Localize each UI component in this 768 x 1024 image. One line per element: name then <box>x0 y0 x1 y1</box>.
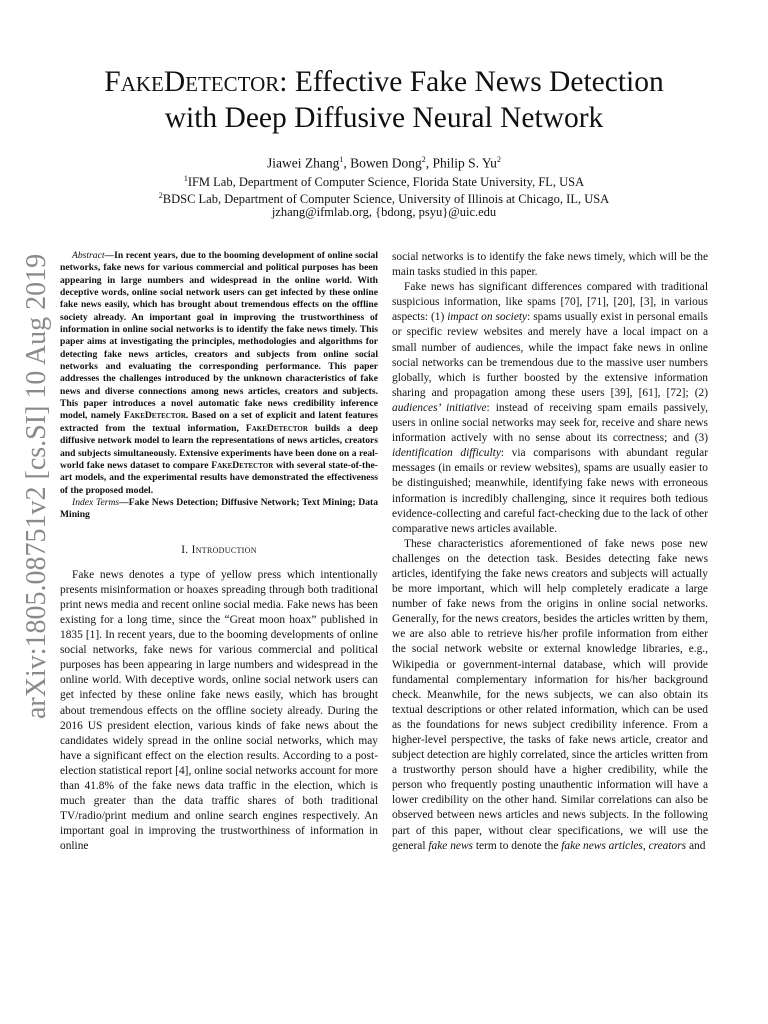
right-column <box>392 250 708 854</box>
emphasis-term: creators <box>648 839 687 852</box>
body-paragraph <box>392 280 708 537</box>
title-second-line: with Deep Diffusive Neural Network <box>164 102 604 134</box>
paragraph-text: : spams usually exist in personal emails or specific review websites and merely have a local impact on a small number of audiences, while the impact fake news in online social networks can be tremendous due to the massive user numbers globally, which is further boosted by the extensive information sharing and propagation among these users [39], [61], [72]; (2) <box>392 311 708 399</box>
abstract-text: —In recent years, due to the booming development of online social networks, fake news for various commercial and political purposes has been appearing in large numbers and widespread in the online world. With deceptive words, online social network users can get infected by these online fake news easily, which has brought about tremendous effects on the offline society already. An important goal in improving the trustworthiness of information in online social networks is to identify the fake news timely. This paper aims at investigating the principles, methodologies and algorithms for detecting fake news articles, creators and subjects from online social networks and evaluating the corresponding performance. This paper addresses the challenges introduced by the unknown characteristics of fake news and diverse connections among news articles, creators and subjects. This paper introduces a novel automatic fake news credibility inference model, namely <box>60 250 378 422</box>
author-list <box>60 152 708 172</box>
author-emails: jzhang@ifmlab.org, {bdong, psyu}@uic.edu <box>271 205 497 219</box>
abstract-text: . Based on a set of explicit and latent features extracted from the textual information, <box>60 410 378 434</box>
paragraph-text: , <box>642 839 649 852</box>
author-name: Philip S. Yu <box>432 155 497 171</box>
emphasis-term: audiences’ initiative <box>392 401 487 414</box>
section-number: I. <box>181 543 192 556</box>
body-paragraph: social networks is to identify the fake news timely, which will be the main tasks studied in this paper. <box>392 251 708 279</box>
author-affil-marker: 2 <box>496 155 501 164</box>
system-name: FakeDetector <box>211 459 274 471</box>
system-name: FakeDetector <box>245 422 308 434</box>
paragraph-text: : via comparisons with abundant regular messages (in emails or review websites), spams are usually easier to be distinguished; meanwhile, identifying fake news with erroneous information is incredibly challenging, since it requires both tedious evidence-collecting and careful fact-checking due to the lack of other comparative news articles available. <box>392 447 708 535</box>
emphasis-term: fake news <box>428 839 473 852</box>
author-affil-marker: 2 <box>421 155 426 164</box>
emphasis-term: fake news articles <box>561 839 643 852</box>
title-system-name: FakeDetector <box>104 66 280 98</box>
author-affil-marker: 1 <box>339 155 344 164</box>
affiliation-text: IFM Lab, Department of Computer Science, Florida State University, FL, USA <box>187 175 585 190</box>
author-separator: , <box>343 155 351 171</box>
author-separator: , <box>425 155 433 171</box>
abstract <box>60 250 378 497</box>
title-first-line-rest: : Effective Fake News Detection <box>279 66 664 98</box>
paper-title <box>60 64 708 136</box>
author-name: Jiawei Zhang <box>267 155 340 171</box>
paragraph-text: Fake news has significant differences compared with traditional suspicious information, like spams [70], [71], [20], [3], in various aspects: (1) <box>392 281 708 324</box>
affiliation-marker: 1 <box>183 174 188 183</box>
paragraph-text: These characteristics aforementioned of fake news pose new challenges on the detection task. Besides detecting fake news articles, identifying the fake news creators and subjects will actually be more important, which will help completely eradicate a large number of fake news from the origins in online social networks. Generally, for the news creators, besides the articles written by them, we are also able to retrieve his/her profile information from either the social network website or external knowledge libraries, e.g., Wikipedia or government-internal database, which will provide fundamental complementary information for his/her background check. Meanwhile, for the news subjects, we can also obtain its textual descriptions or other related information, which can be used as the foundations for news subject credibility inference. From a higher-level perspective, the tasks of fake news article, creator and subject detection are highly correlated, since the articles written from a trustworthy person should have a higher credibility, while the person who frequently posting unauthentic information will have a lower credibility on the other hand. Similar correlations can also be observed between news articles and news subjects. In the following part of this paper, without clear specifications, we will use the general <box>392 537 708 852</box>
affiliation-marker: 2 <box>158 191 163 200</box>
index-terms-text: —Fake News Detection; Diffusive Network; Text Mining; Data Mining <box>60 496 378 521</box>
emphasis-term: identification difficulty <box>392 447 501 460</box>
abstract-text: builds a deep diffusive network model to learn the representations of news articles, creators and subjects simultaneously. Extensive experiments have been done on a real-world fake news dataset to compare <box>60 422 378 471</box>
author-name: Bowen Dong <box>350 155 422 171</box>
index-terms-label: Index Terms <box>72 496 120 508</box>
section-heading <box>60 543 378 558</box>
left-column <box>60 250 378 854</box>
arxiv-identifier: arXiv:1805.08751v2 [cs.SI] 10 Aug 2019 <box>21 253 52 719</box>
paragraph-text: and <box>686 839 706 852</box>
paragraph-text: term to denote the <box>472 839 562 852</box>
system-name: FakeDetector <box>123 410 186 422</box>
emphasis-term: impact on society <box>447 311 528 324</box>
abstract-label: Abstract <box>72 250 105 261</box>
affiliation-text: BDSC Lab, Department of Computer Science, University of Illinois at Chicago, IL, USA <box>162 192 610 207</box>
body-paragraph <box>392 537 708 854</box>
paragraph-text: : instead of receiving spam emails passively, users in online social networks may seek for, receive and share news information actively with no sense about its correctness; and (3) <box>392 401 708 445</box>
section-title: Introduction <box>191 543 257 556</box>
body-paragraph: Fake news denotes a type of yellow press which intentionally presents misinformation or hoaxes spreading through both traditional print news media and recent online social media. Fake news has been existing for a long time, since the “Great moon hoax” published in 1835 [1]. In recent years, due to the booming developments of online social networks, fake news for various commercial and political purposes has been appearing in large numbers and widespread in the online world. With deceptive words, online social network users can get infected by these online fake news easily, which has brought about tremendous effects on the offline society already. During the 2016 US president election, various kinds of fake news about the candidates widely spread in the online social networks, which may have a significant effect on the election results. According to a post-election statistical report [4], online social networks account for more than 41.8% of the fake news data traffic in the election, which is much greater than the data traffic shares of both traditional TV/radio/print medium and online search engines respectively. An important goal in improving the trustworthiness of information in online <box>60 568 378 853</box>
index-terms <box>60 497 378 522</box>
abstract-text: with several state-of-the-art models, and the experimental results have demonstrated the effectiveness of the proposed model. <box>60 459 378 496</box>
